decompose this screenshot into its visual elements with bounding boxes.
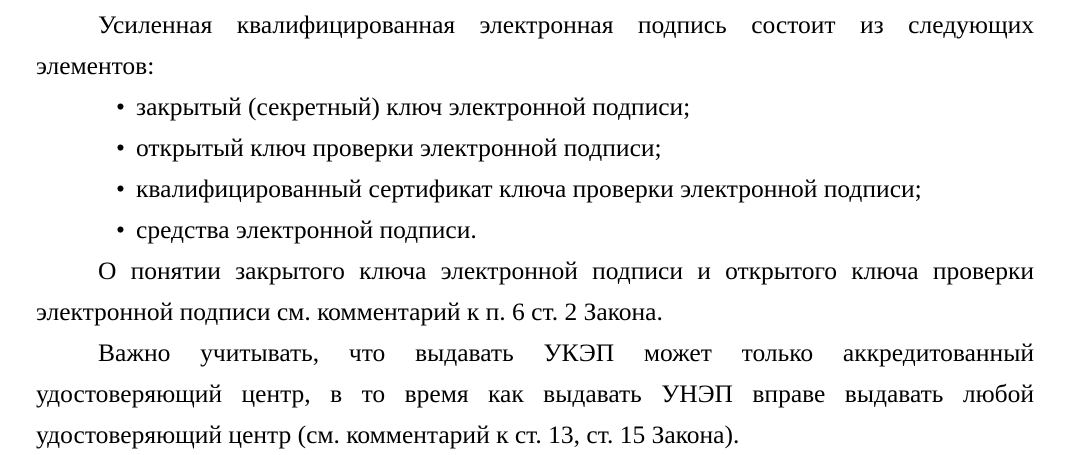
bullet-icon: •: [116, 133, 125, 162]
list-item-label: открытый ключ проверки электронной подписи;: [136, 133, 662, 162]
bullet-list: [36, 86, 1034, 250]
list-item-label: средства электронной подписи.: [136, 215, 477, 244]
bullet-icon: •: [116, 92, 125, 121]
list-item-label: закрытый (секретный) ключ электронной подписи;: [136, 92, 691, 121]
list-item: [36, 168, 1034, 209]
bullet-icon: •: [116, 215, 125, 244]
list-item: [36, 86, 1034, 127]
list-item: [36, 127, 1034, 168]
bullet-icon: •: [116, 174, 125, 203]
paragraph-intro: Усиленная квалифицированная электронная подпись состоит из следующих элементов:: [36, 10, 1034, 80]
paragraph-note-ukep: Важно учитывать, что выдавать УКЭП может только аккредитованный удостоверяющий центр, в то время как выдавать УНЭП вправе выдавать любой удостоверяющий центр (см. комментарий к ст. 13, ст. 15 Закона).: [36, 338, 1034, 449]
list-item: [36, 209, 1034, 250]
paragraph-note-key: О понятии закрытого ключа электронной подписи и открытого ключа проверки электронной подписи см. комментарий к п. 6 ст. 2 Закона.: [36, 256, 1034, 326]
list-item-label: квалифицированный сертификат ключа проверки электронной подписи;: [136, 174, 922, 203]
